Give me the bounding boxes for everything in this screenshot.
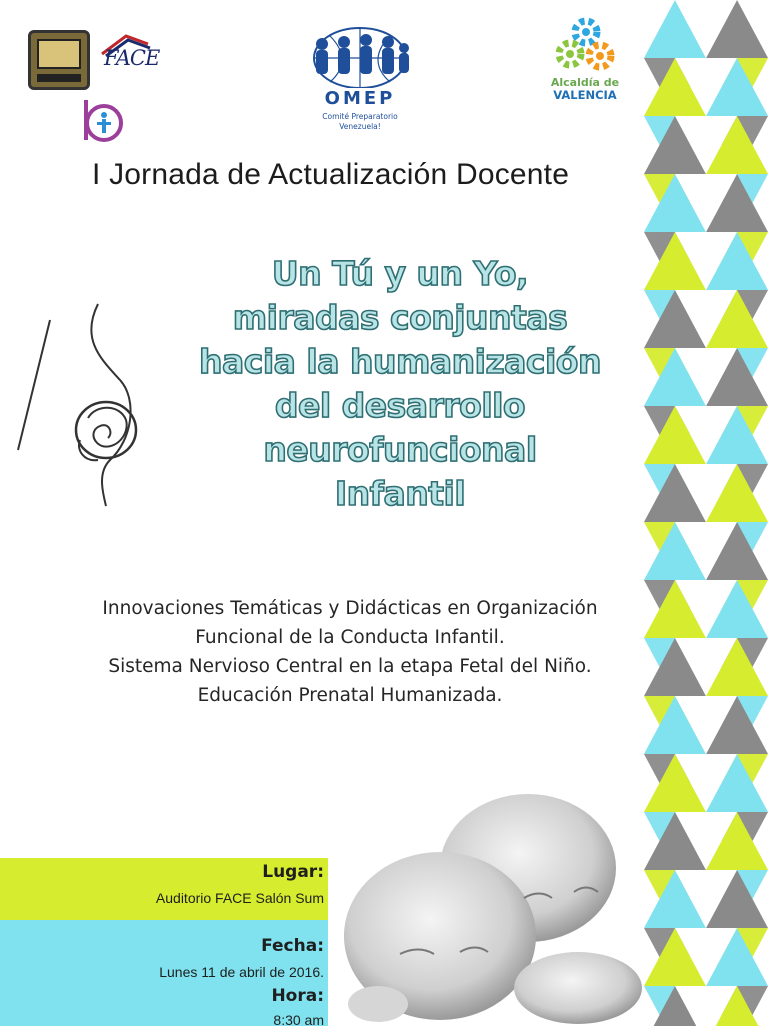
topic-line: Funcional de la Conducta Infantil. — [195, 627, 505, 648]
main-title-line: neurofuncional — [263, 430, 537, 469]
topic-line: Sistema Nervioso Central en la etapa Fetal del Niño. — [108, 656, 592, 677]
alcaldia-valencia-logo — [540, 14, 630, 104]
valencia-line: Alcaldía de — [550, 76, 620, 89]
topic-line: Educación Prenatal Humanizada. — [197, 685, 503, 706]
place-band — [0, 858, 330, 922]
gears-icon — [540, 14, 630, 74]
omep-name: OMEP — [324, 88, 396, 109]
place-label: Lugar: — [262, 862, 324, 882]
omep-logo — [300, 22, 420, 142]
face-logo — [96, 30, 160, 80]
face-logo-text: FACE — [104, 46, 160, 70]
children-globe-icon — [300, 22, 420, 88]
main-title — [120, 252, 680, 516]
omep-subtitle-line: Venezuela! — [339, 122, 381, 131]
sleeping-babies-photo — [328, 782, 648, 1026]
place-value: Auditorio FACE Salón Sum — [155, 890, 324, 906]
main-title-line: del desarrollo — [274, 386, 526, 425]
topics-list — [40, 594, 660, 710]
topic-line: Innovaciones Temáticas y Didácticas en Organización — [102, 598, 598, 619]
main-title-line: hacia la humanización — [199, 342, 601, 381]
main-title-line: miradas conjuntas — [232, 298, 568, 337]
university-seal-logo — [28, 30, 90, 90]
time-label: Hora: — [271, 986, 324, 1006]
time-value: 8:30 am — [273, 1012, 324, 1026]
omep-subtitle — [300, 112, 420, 132]
date-time-band — [0, 920, 330, 1026]
omep-subtitle-line: Comité Preparatorio — [322, 112, 398, 121]
valencia-line: VALENCIA — [553, 88, 617, 102]
accessibility-logo — [78, 98, 124, 144]
event-title: I Jornada de Actualización Docente — [92, 158, 570, 191]
valencia-name — [540, 76, 630, 102]
main-title-line: Un Tú y un Yo, — [271, 254, 529, 293]
date-value: Lunes 11 de abril de 2016. — [159, 964, 324, 980]
main-title-line: Infantil — [334, 474, 466, 513]
triangle-pattern-decoration — [644, 0, 768, 1026]
date-label: Fecha: — [261, 936, 324, 956]
